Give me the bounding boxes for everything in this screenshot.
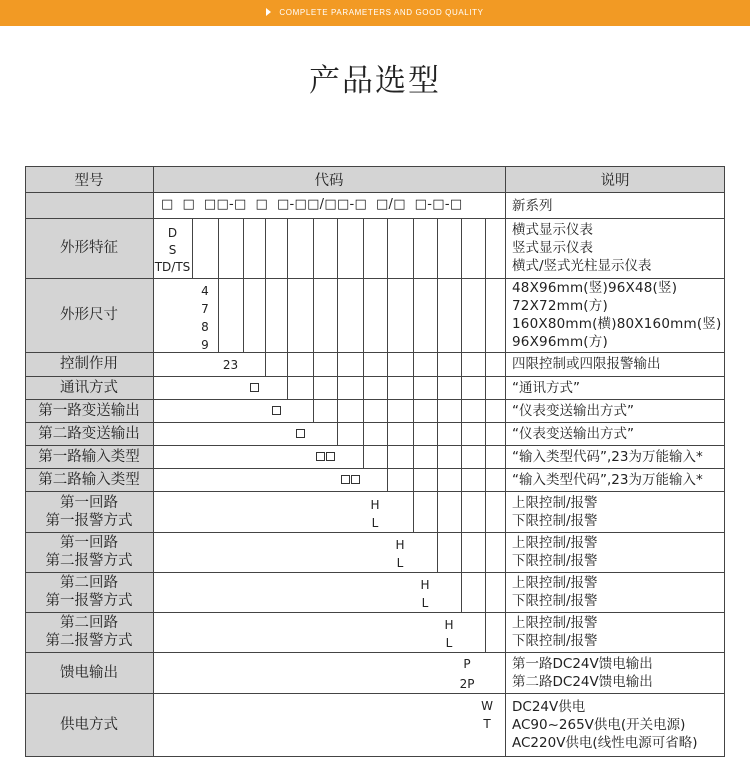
grid-line	[192, 218, 193, 278]
row-label-text: 第二路输入类型	[38, 471, 140, 488]
grid-line	[265, 218, 266, 376]
row-description: DC24V供电	[512, 699, 586, 715]
row-description: 72X72mm(方)	[512, 298, 608, 314]
code-value: L	[421, 596, 429, 610]
row-description: AC220V供电(线性电源可省略)	[512, 735, 698, 751]
code-value	[265, 404, 287, 418]
row-description: 96X96mm(方)	[512, 334, 608, 350]
row-description: 48X96mm(竖)96X48(竖)	[512, 280, 678, 296]
row-label	[25, 652, 153, 693]
row-label-text: 第一路变送输出	[38, 402, 140, 419]
row-description: 横式显示仪表	[512, 222, 593, 238]
code-value	[313, 450, 337, 464]
grid-line	[461, 218, 462, 612]
grid-line	[337, 218, 338, 445]
header-description: 说明	[600, 172, 630, 189]
code-value: D	[167, 226, 178, 240]
row-description: 下限控制/报警	[512, 633, 598, 649]
row-label-text: 第一报警方式	[45, 512, 133, 529]
row-label	[25, 612, 153, 652]
row-label	[25, 532, 153, 572]
row-label-text: 外形特征	[60, 240, 118, 256]
grid-line	[387, 218, 388, 491]
row-label-text: 第一回路	[60, 535, 118, 551]
grid-line	[25, 166, 725, 167]
row-label-text: 第二报警方式	[45, 553, 133, 569]
row-description: 160X80mm(横)80X160mm(竖)	[512, 316, 722, 332]
code-value: 9	[201, 338, 209, 352]
code-value: 8	[201, 320, 209, 334]
code-value: S	[168, 243, 177, 257]
row-label	[25, 491, 153, 532]
row-label	[25, 352, 153, 376]
row-description: 上限控制/报警	[512, 575, 598, 591]
grid-line	[25, 192, 725, 193]
row-label	[25, 693, 153, 757]
grid-line	[485, 218, 486, 652]
code-box-icon	[272, 406, 281, 415]
row-label	[25, 399, 153, 422]
code-value: P	[463, 657, 471, 671]
row-description: 横式/竖式光柱显示仪表	[512, 258, 652, 274]
row-description: “仪表变送输出方式”	[512, 425, 634, 442]
row-label-text: 通讯方式	[60, 379, 118, 396]
row-label-text: 第一回路	[60, 494, 118, 511]
code-value	[243, 381, 265, 395]
row-description: 上限控制/报警	[512, 494, 598, 511]
row-description: 竖式显示仪表	[512, 240, 593, 256]
row-description: 上限控制/报警	[512, 535, 598, 551]
row-description: “通讯方式”	[512, 379, 580, 396]
code-value	[287, 427, 313, 441]
code-value: H	[395, 538, 405, 552]
grid-line	[363, 218, 364, 468]
row-label-text: 外形尺寸	[60, 307, 118, 323]
code-value: T	[483, 717, 491, 731]
row-description: 下限控制/报警	[512, 553, 598, 569]
banner-text: COMPLETE PARAMETERS AND GOOD QUALITY	[279, 8, 484, 17]
code-value: 7	[201, 302, 209, 316]
row-label	[25, 218, 153, 278]
code-value: H	[444, 618, 454, 632]
row-description: AC90~265V供电(开关电源)	[512, 717, 686, 733]
code-value: L	[396, 556, 404, 570]
row-description: 下限控制/报警	[512, 593, 598, 609]
code-value: W	[481, 699, 493, 713]
row-description: 上限控制/报警	[512, 615, 598, 631]
code-value: L	[445, 636, 453, 650]
row-label	[25, 376, 153, 399]
product-selection-table	[25, 166, 725, 757]
row-label-text: 控制作用	[60, 356, 118, 372]
grid-line	[505, 166, 506, 757]
code-box-icon	[351, 475, 360, 484]
row-description: 第一路DC24V馈电输出	[512, 655, 653, 672]
row-label	[25, 572, 153, 612]
row-label	[25, 468, 153, 491]
row-label-text: 第二路变送输出	[38, 425, 140, 442]
grid-line	[287, 218, 288, 399]
code-box-icon	[250, 383, 259, 392]
code-value: 2P	[459, 677, 475, 691]
row-label	[25, 445, 153, 468]
header-model: 型号	[74, 172, 104, 189]
row-label	[25, 422, 153, 445]
code-box-icon	[326, 452, 335, 461]
row-description: 下限控制/报警	[512, 512, 598, 529]
page-title: 产品选型	[309, 63, 441, 99]
code-value: TD/TS	[154, 260, 191, 274]
row-label-text: 第一路输入类型	[38, 448, 140, 465]
grid-line	[437, 218, 438, 572]
code-value: H	[370, 498, 380, 512]
code-box-icon	[296, 429, 305, 438]
code-value: 23	[222, 358, 239, 372]
row-label-text: 供电方式	[60, 717, 118, 733]
row-description: 四限控制或四限报警输出	[512, 356, 661, 372]
header-code: 代码	[314, 172, 344, 189]
row-description: 第二路DC24V馈电输出	[512, 673, 653, 690]
row-label-text: 第一报警方式	[45, 593, 133, 609]
code-box-icon	[316, 452, 325, 461]
code-value: H	[420, 578, 430, 592]
new-series-text: 新系列	[512, 198, 553, 214]
row-label-text: 第二回路	[60, 575, 118, 591]
row-description: “输入类型代码”,23为万能输入*	[512, 471, 703, 488]
row-label-text: 第二回路	[60, 615, 118, 631]
code-pattern: □ □ □□-□ □ □-□□/□□-□ □/□ □-□-□	[161, 197, 463, 212]
code-value: L	[371, 516, 379, 530]
row-label-text: 第二报警方式	[45, 633, 133, 649]
code-value: 4	[201, 284, 209, 298]
grid-line	[313, 218, 314, 422]
row-label-text: 馈电输出	[60, 664, 118, 681]
row-description: “仪表变送输出方式”	[512, 402, 634, 419]
code-value	[337, 473, 363, 487]
grid-line	[413, 218, 414, 532]
grid-line	[243, 218, 244, 352]
row-label	[25, 278, 153, 352]
code-box-icon	[341, 475, 350, 484]
banner-label	[0, 0, 750, 26]
row-description: “输入类型代码”,23为万能输入*	[512, 448, 703, 465]
grid-line	[218, 218, 219, 352]
play-arrow-icon	[266, 8, 271, 16]
